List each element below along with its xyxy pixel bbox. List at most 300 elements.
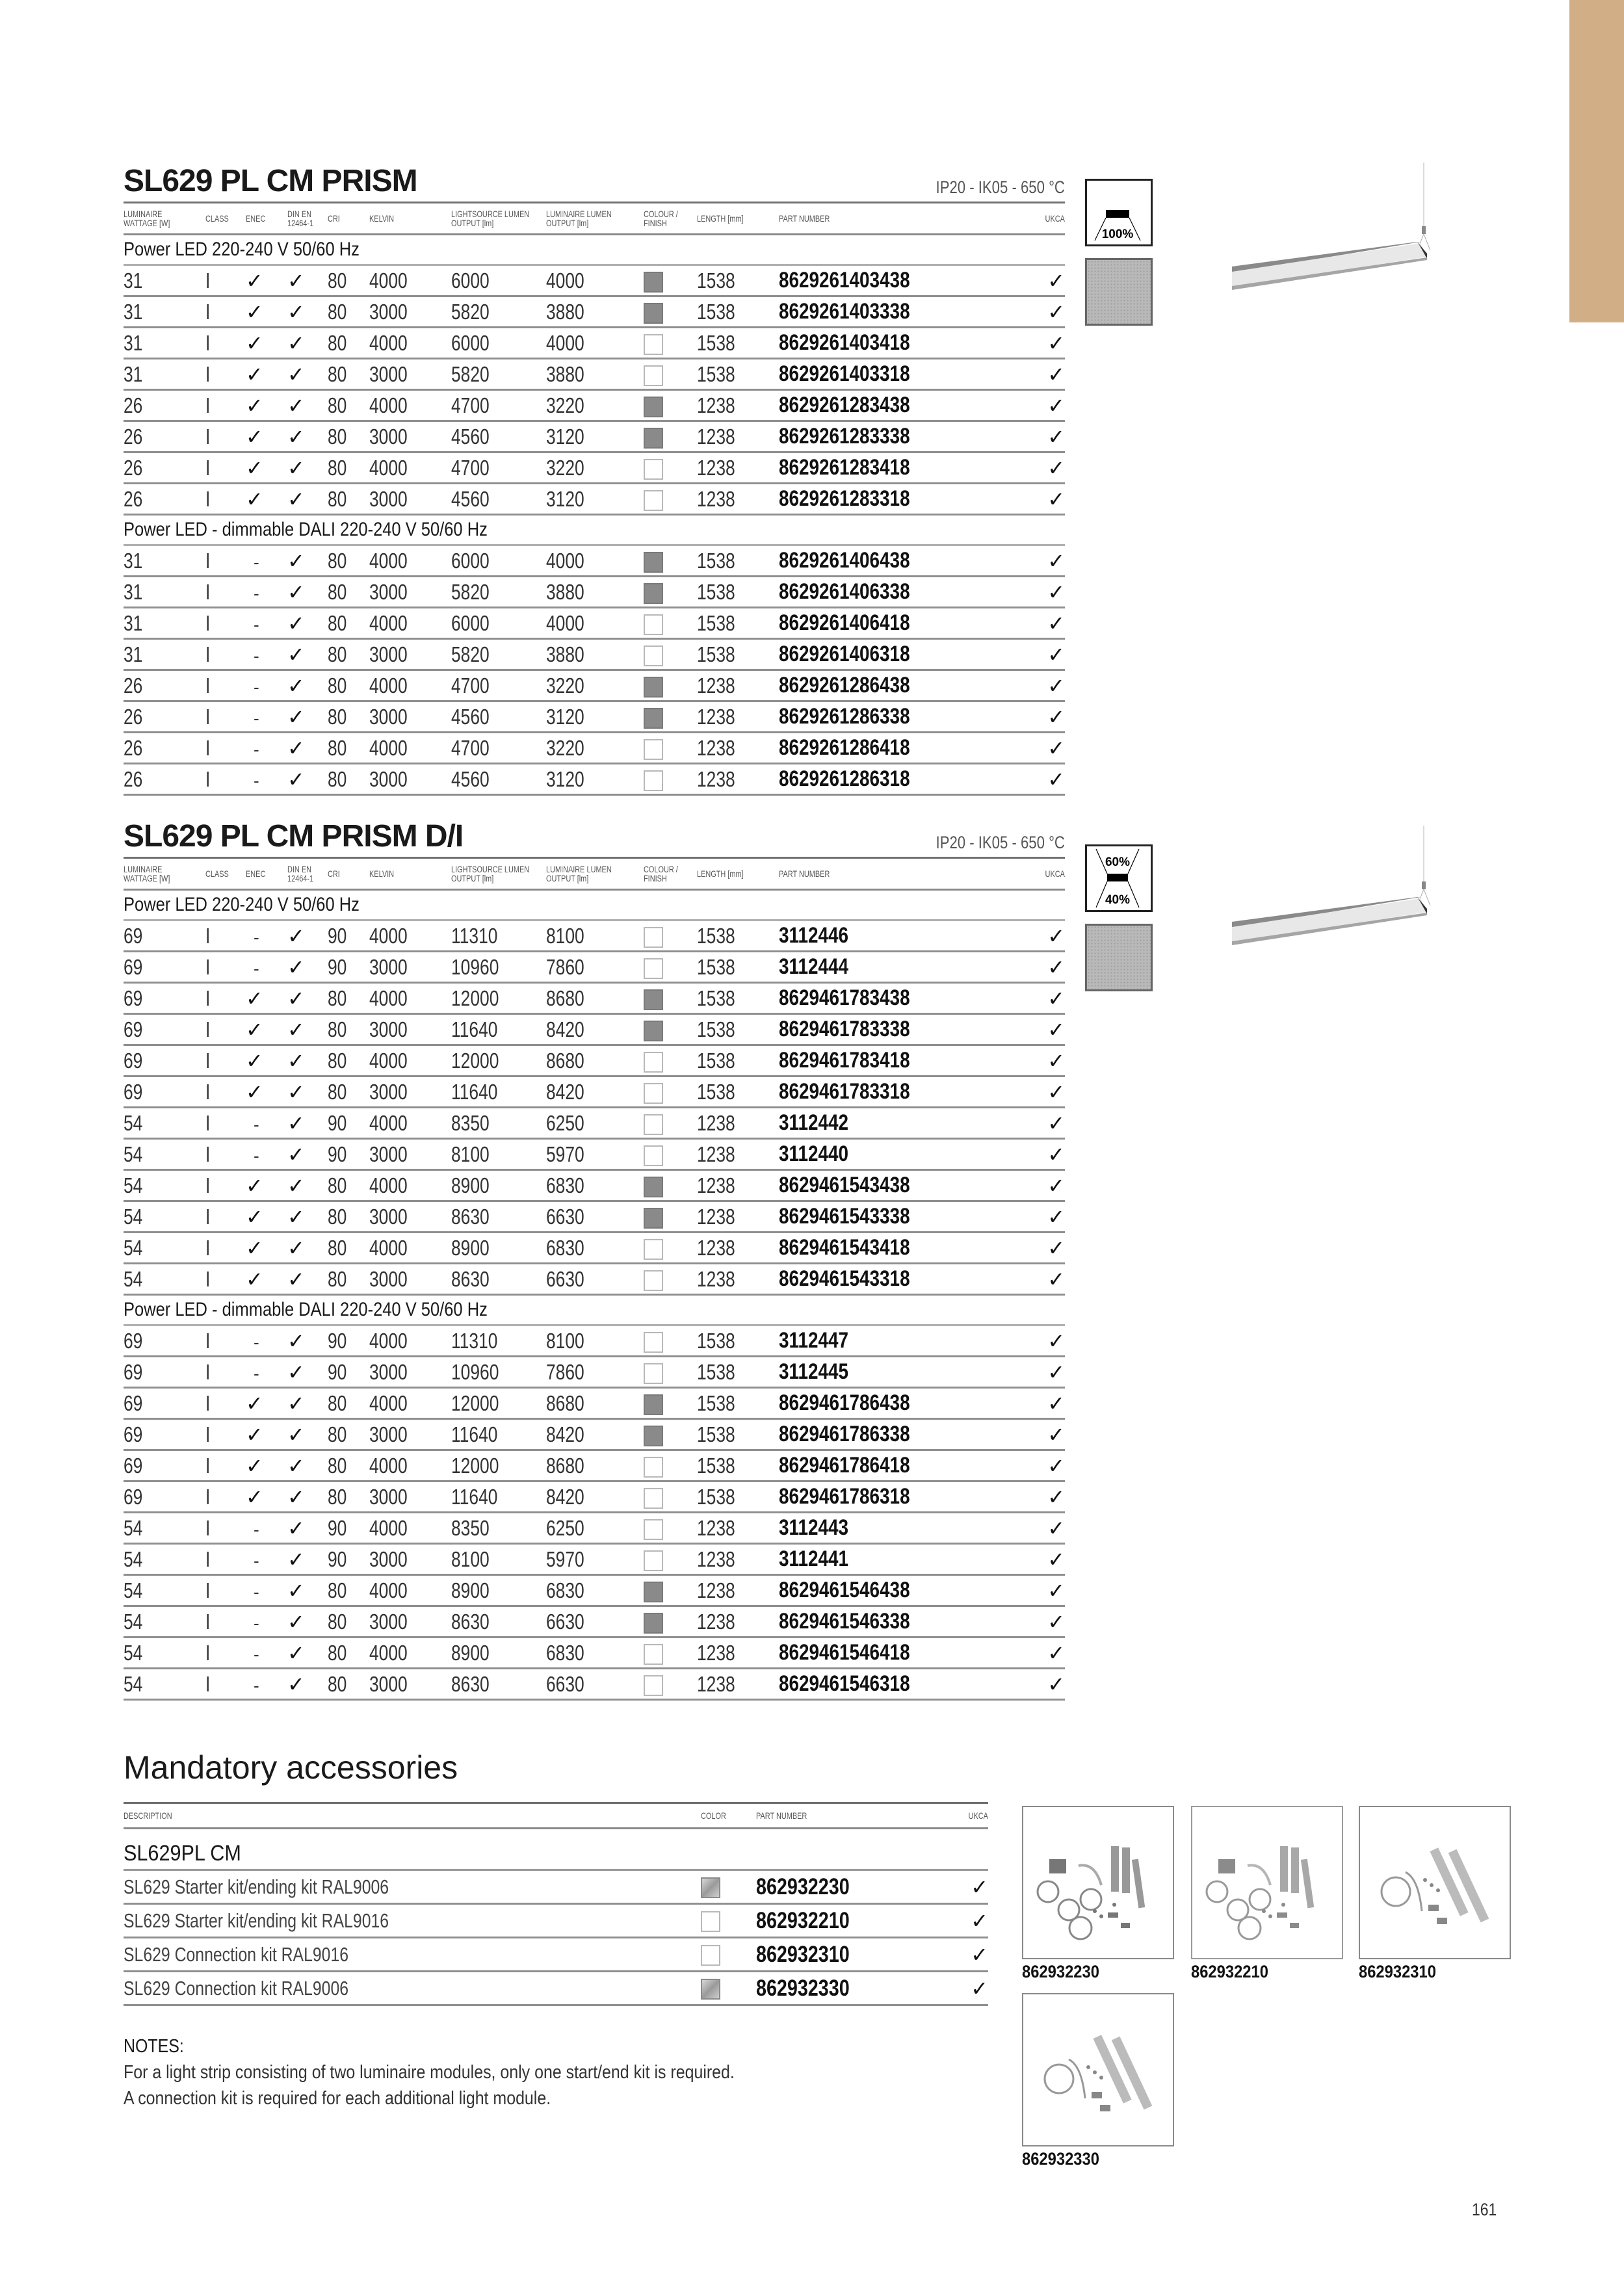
check-icon: ✓ bbox=[1047, 1516, 1065, 1540]
white-colour-swatch bbox=[644, 958, 663, 979]
accessory-color bbox=[701, 1904, 756, 1938]
white-colour-swatch bbox=[644, 1488, 663, 1509]
cell-colour bbox=[644, 1108, 697, 1139]
cell-enec bbox=[246, 733, 287, 764]
cell-cri: 90 bbox=[328, 1139, 369, 1170]
table-row bbox=[124, 983, 1065, 1014]
grey-colour-swatch bbox=[644, 708, 663, 729]
cell-luminaire-lumen: 8680 bbox=[546, 983, 644, 1014]
check-icon: ✓ bbox=[1047, 1547, 1065, 1571]
cell-ukca bbox=[974, 733, 1065, 764]
cell-cri: 80 bbox=[328, 1450, 369, 1481]
cell-enec bbox=[246, 545, 287, 577]
cell-cri: 80 bbox=[328, 670, 369, 701]
white-colour-swatch bbox=[644, 1052, 663, 1073]
cell-kelvin: 4000 bbox=[369, 1575, 451, 1606]
cell-kelvin: 4000 bbox=[369, 983, 451, 1014]
cell-ukca bbox=[974, 1637, 1065, 1669]
check-icon: ✓ bbox=[246, 424, 263, 449]
cell-kelvin: 3000 bbox=[369, 421, 451, 452]
cell-class: I bbox=[205, 1450, 246, 1481]
check-icon: ✓ bbox=[287, 300, 305, 324]
cell-part-number: 8629261406318 bbox=[779, 639, 974, 670]
spec-table bbox=[124, 202, 1065, 796]
cell-wattage: 69 bbox=[124, 1014, 205, 1045]
cell-part-number: 3112446 bbox=[779, 920, 974, 952]
cell-colour bbox=[644, 1325, 697, 1357]
cell-colour bbox=[644, 608, 697, 639]
cell-lightsource-lumen: 6000 bbox=[451, 608, 546, 639]
check-icon: ✓ bbox=[246, 362, 263, 386]
check-icon: ✓ bbox=[246, 393, 263, 417]
cell-part-number: 8629261283318 bbox=[779, 484, 974, 515]
white-colour-swatch bbox=[644, 1457, 663, 1478]
cell-lightsource-lumen: 5820 bbox=[451, 359, 546, 390]
cell-colour bbox=[644, 1201, 697, 1233]
grey-colour-swatch bbox=[644, 1177, 663, 1197]
check-icon: ✓ bbox=[1047, 955, 1065, 979]
cell-enec bbox=[246, 1233, 287, 1264]
cell-wattage: 54 bbox=[124, 1513, 205, 1544]
table-row bbox=[124, 1669, 1065, 1700]
cell-class: I bbox=[205, 639, 246, 670]
cell-luminaire-lumen: 8420 bbox=[546, 1014, 644, 1045]
cell-kelvin: 4000 bbox=[369, 1637, 451, 1669]
cell-length: 1238 bbox=[697, 1669, 779, 1700]
check-icon: ✓ bbox=[1047, 924, 1065, 948]
cell-lightsource-lumen: 8900 bbox=[451, 1170, 546, 1201]
white-colour-swatch bbox=[644, 1083, 663, 1104]
cell-kelvin: 3000 bbox=[369, 1201, 451, 1233]
table-row bbox=[124, 1014, 1065, 1045]
cell-wattage: 26 bbox=[124, 733, 205, 764]
dash-mark: - bbox=[254, 770, 259, 790]
cell-luminaire-lumen: 6830 bbox=[546, 1575, 644, 1606]
dash-mark: - bbox=[254, 1363, 259, 1383]
cell-enec bbox=[246, 1325, 287, 1357]
accessories-table bbox=[124, 1802, 988, 2006]
cell-cri: 80 bbox=[328, 1669, 369, 1700]
cell-length: 1538 bbox=[697, 1388, 779, 1419]
cell-class: I bbox=[205, 670, 246, 701]
col-class: CLASS bbox=[205, 858, 246, 890]
cell-luminaire-lumen: 4000 bbox=[546, 545, 644, 577]
table-row bbox=[124, 1388, 1065, 1419]
cell-class: I bbox=[205, 265, 246, 296]
white-colour-swatch bbox=[644, 1550, 663, 1571]
check-icon: ✓ bbox=[246, 986, 263, 1010]
cell-kelvin: 4000 bbox=[369, 1388, 451, 1419]
table-row bbox=[124, 1170, 1065, 1201]
cell-lightsource-lumen: 5820 bbox=[451, 577, 546, 608]
cell-lightsource-lumen: 12000 bbox=[451, 1045, 546, 1076]
cell-kelvin: 3000 bbox=[369, 1139, 451, 1170]
cell-colour bbox=[644, 1544, 697, 1575]
grey-colour-swatch bbox=[644, 1394, 663, 1415]
check-icon: ✓ bbox=[1047, 1111, 1065, 1135]
col-wattage: LUMINAIRE WATTAGE [W] bbox=[124, 203, 205, 235]
dash-mark: - bbox=[254, 614, 259, 634]
col-part-number: PART NUMBER bbox=[779, 203, 974, 235]
cell-lightsource-lumen: 4700 bbox=[451, 390, 546, 421]
check-icon: ✓ bbox=[287, 1173, 305, 1197]
col-ukca: UKCA bbox=[974, 858, 1065, 890]
cell-ukca bbox=[974, 1419, 1065, 1450]
cell-class: I bbox=[205, 390, 246, 421]
cell-enec bbox=[246, 1076, 287, 1108]
check-icon: ✓ bbox=[287, 1080, 305, 1104]
cell-ukca bbox=[974, 608, 1065, 639]
check-icon: ✓ bbox=[287, 1516, 305, 1540]
cell-wattage: 31 bbox=[124, 608, 205, 639]
dash-mark: - bbox=[254, 1644, 259, 1664]
cell-din-en bbox=[287, 1233, 328, 1264]
cell-class: I bbox=[205, 421, 246, 452]
cell-colour bbox=[644, 1076, 697, 1108]
cell-luminaire-lumen: 3120 bbox=[546, 701, 644, 733]
cell-ukca bbox=[974, 1606, 1065, 1637]
cell-lightsource-lumen: 4560 bbox=[451, 764, 546, 795]
cell-class: I bbox=[205, 484, 246, 515]
white-colour-swatch bbox=[644, 770, 663, 791]
dash-mark: - bbox=[254, 1114, 259, 1134]
check-icon: ✓ bbox=[246, 300, 263, 324]
cell-din-en bbox=[287, 1325, 328, 1357]
col-length: LENGTH [mm] bbox=[697, 858, 779, 890]
cell-part-number: 8629461543438 bbox=[779, 1170, 974, 1201]
cell-colour bbox=[644, 1575, 697, 1606]
cell-enec bbox=[246, 670, 287, 701]
cell-luminaire-lumen: 3120 bbox=[546, 421, 644, 452]
cell-part-number: 8629261286318 bbox=[779, 764, 974, 795]
cell-kelvin: 3000 bbox=[369, 701, 451, 733]
cell-class: I bbox=[205, 920, 246, 952]
cell-colour bbox=[644, 1388, 697, 1419]
cell-enec bbox=[246, 1450, 287, 1481]
metal-colour-swatch bbox=[701, 1877, 720, 1898]
dash-mark: - bbox=[254, 583, 259, 603]
check-icon: ✓ bbox=[1047, 1049, 1065, 1073]
cell-cri: 80 bbox=[328, 1637, 369, 1669]
check-icon: ✓ bbox=[287, 268, 305, 293]
cell-part-number: 3112441 bbox=[779, 1544, 974, 1575]
check-icon: ✓ bbox=[1047, 362, 1065, 386]
cell-colour bbox=[644, 296, 697, 328]
cell-part-number: 3112445 bbox=[779, 1357, 974, 1388]
check-icon: ✓ bbox=[1047, 393, 1065, 417]
cell-length: 1238 bbox=[697, 1606, 779, 1637]
cell-cri: 80 bbox=[328, 484, 369, 515]
cell-luminaire-lumen: 6250 bbox=[546, 1108, 644, 1139]
cell-part-number: 8629461543418 bbox=[779, 1233, 974, 1264]
cell-part-number: 8629261283338 bbox=[779, 421, 974, 452]
cell-colour bbox=[644, 1419, 697, 1450]
cell-lightsource-lumen: 11310 bbox=[451, 1325, 546, 1357]
cell-enec bbox=[246, 1388, 287, 1419]
cell-cri: 80 bbox=[328, 1419, 369, 1450]
product-section-prism-di bbox=[124, 818, 1065, 1701]
cell-class: I bbox=[205, 1045, 246, 1076]
col-color: COLOR bbox=[701, 1803, 756, 1829]
cell-din-en bbox=[287, 1076, 328, 1108]
cell-lightsource-lumen: 5820 bbox=[451, 639, 546, 670]
dash-mark: - bbox=[254, 1582, 259, 1602]
cell-luminaire-lumen: 6630 bbox=[546, 1264, 644, 1295]
cell-length: 1238 bbox=[697, 701, 779, 733]
cell-cri: 80 bbox=[328, 1264, 369, 1295]
cell-cri: 80 bbox=[328, 359, 369, 390]
group-label: Power LED 220-240 V 50/60 Hz bbox=[124, 235, 1065, 265]
cell-wattage: 69 bbox=[124, 1357, 205, 1388]
check-icon: ✓ bbox=[246, 1017, 263, 1041]
cell-part-number: 8629261286438 bbox=[779, 670, 974, 701]
cell-colour bbox=[644, 484, 697, 515]
cell-enec bbox=[246, 1014, 287, 1045]
cell-lightsource-lumen: 10960 bbox=[451, 1357, 546, 1388]
table-row bbox=[124, 1233, 1065, 1264]
cell-lightsource-lumen: 4560 bbox=[451, 484, 546, 515]
group-label: Power LED - dimmable DALI 220-240 V 50/60 Hz bbox=[124, 1295, 1065, 1325]
accessory-ukca bbox=[949, 1972, 988, 2005]
cell-colour bbox=[644, 1513, 697, 1544]
cell-wattage: 69 bbox=[124, 1045, 205, 1076]
cell-din-en bbox=[287, 484, 328, 515]
cell-din-en bbox=[287, 421, 328, 452]
cell-length: 1538 bbox=[697, 1325, 779, 1357]
cell-lightsource-lumen: 11310 bbox=[451, 920, 546, 952]
cell-luminaire-lumen: 3220 bbox=[546, 670, 644, 701]
cell-din-en bbox=[287, 639, 328, 670]
cell-length: 1538 bbox=[697, 359, 779, 390]
cell-class: I bbox=[205, 1014, 246, 1045]
col-class: CLASS bbox=[205, 203, 246, 235]
cell-kelvin: 4000 bbox=[369, 265, 451, 296]
table-row bbox=[124, 1325, 1065, 1357]
table-row bbox=[124, 1419, 1065, 1450]
cell-kelvin: 3000 bbox=[369, 1419, 451, 1450]
cell-din-en bbox=[287, 764, 328, 795]
white-colour-swatch bbox=[644, 1332, 663, 1353]
check-icon: ✓ bbox=[1047, 1360, 1065, 1384]
dash-mark: - bbox=[254, 739, 259, 759]
cell-ukca bbox=[974, 1544, 1065, 1575]
cell-din-en bbox=[287, 545, 328, 577]
cell-cri: 80 bbox=[328, 1481, 369, 1513]
cell-length: 1538 bbox=[697, 1419, 779, 1450]
check-icon: ✓ bbox=[246, 1080, 263, 1104]
check-icon: ✓ bbox=[287, 924, 305, 948]
cell-length: 1238 bbox=[697, 670, 779, 701]
cell-length: 1238 bbox=[697, 390, 779, 421]
accessory-ukca bbox=[949, 1904, 988, 1938]
cell-colour bbox=[644, 359, 697, 390]
cell-kelvin: 4000 bbox=[369, 545, 451, 577]
check-icon: ✓ bbox=[1047, 767, 1065, 791]
cell-cri: 90 bbox=[328, 952, 369, 983]
accessory-kit-image bbox=[1022, 1806, 1174, 1959]
check-icon: ✓ bbox=[1047, 642, 1065, 666]
cell-cri: 80 bbox=[328, 545, 369, 577]
group-header-row bbox=[124, 235, 1065, 265]
check-icon: ✓ bbox=[246, 268, 263, 293]
check-icon: ✓ bbox=[1047, 1485, 1065, 1509]
cell-class: I bbox=[205, 1233, 246, 1264]
cell-part-number: 8629261403338 bbox=[779, 296, 974, 328]
col-enec: ENEC bbox=[246, 858, 287, 890]
cell-kelvin: 4000 bbox=[369, 1450, 451, 1481]
grey-colour-swatch bbox=[644, 397, 663, 417]
page-number: 161 bbox=[1472, 2200, 1497, 2219]
cell-enec bbox=[246, 359, 287, 390]
note-line: A connection kit is required for each additional light module. bbox=[124, 2088, 551, 2109]
table-row bbox=[124, 764, 1065, 795]
grey-colour-swatch bbox=[644, 1426, 663, 1446]
cell-cri: 90 bbox=[328, 1544, 369, 1575]
cell-din-en bbox=[287, 1513, 328, 1544]
group-label: Power LED 220-240 V 50/60 Hz bbox=[124, 890, 1065, 920]
cell-class: I bbox=[205, 577, 246, 608]
cell-lightsource-lumen: 8900 bbox=[451, 1637, 546, 1669]
cell-lightsource-lumen: 8630 bbox=[451, 1264, 546, 1295]
cell-wattage: 26 bbox=[124, 764, 205, 795]
cell-lightsource-lumen: 12000 bbox=[451, 1388, 546, 1419]
cell-din-en bbox=[287, 1045, 328, 1076]
check-icon: ✓ bbox=[1047, 331, 1065, 355]
cell-colour bbox=[644, 421, 697, 452]
cell-part-number: 8629461783418 bbox=[779, 1045, 974, 1076]
check-icon: ✓ bbox=[1047, 1205, 1065, 1229]
cell-ukca bbox=[974, 452, 1065, 484]
cell-din-en bbox=[287, 1201, 328, 1233]
cell-ukca bbox=[974, 265, 1065, 296]
cell-din-en bbox=[287, 952, 328, 983]
cell-length: 1238 bbox=[697, 421, 779, 452]
svg-text:100%: 100% bbox=[1101, 228, 1134, 241]
cell-part-number: 8629261283438 bbox=[779, 390, 974, 421]
check-icon: ✓ bbox=[246, 1267, 263, 1291]
check-icon: ✓ bbox=[1047, 611, 1065, 635]
table-row bbox=[124, 545, 1065, 577]
cell-ukca bbox=[974, 1108, 1065, 1139]
dash-mark: - bbox=[254, 708, 259, 728]
cell-class: I bbox=[205, 1139, 246, 1170]
cell-enec bbox=[246, 577, 287, 608]
dash-mark: - bbox=[254, 958, 259, 978]
table-row bbox=[124, 1264, 1065, 1295]
cell-part-number: 8629461786438 bbox=[779, 1388, 974, 1419]
dash-mark: - bbox=[254, 677, 259, 697]
luminaire-product-image bbox=[1232, 826, 1453, 962]
cell-ukca bbox=[974, 359, 1065, 390]
cell-din-en bbox=[287, 701, 328, 733]
cell-cri: 90 bbox=[328, 1325, 369, 1357]
cell-din-en bbox=[287, 265, 328, 296]
cell-kelvin: 4000 bbox=[369, 452, 451, 484]
cell-cri: 80 bbox=[328, 265, 369, 296]
check-icon: ✓ bbox=[1047, 580, 1065, 604]
cell-enec bbox=[246, 1139, 287, 1170]
cell-luminaire-lumen: 8100 bbox=[546, 920, 644, 952]
cell-class: I bbox=[205, 1513, 246, 1544]
cell-class: I bbox=[205, 1264, 246, 1295]
cell-wattage: 69 bbox=[124, 1450, 205, 1481]
cell-class: I bbox=[205, 608, 246, 639]
cell-wattage: 54 bbox=[124, 1544, 205, 1575]
prism-diffuser-finish-swatch bbox=[1085, 258, 1153, 326]
cell-wattage: 54 bbox=[124, 1201, 205, 1233]
cell-din-en bbox=[287, 1139, 328, 1170]
check-icon: ✓ bbox=[1047, 705, 1065, 729]
cell-din-en bbox=[287, 452, 328, 484]
cell-ukca bbox=[974, 1045, 1065, 1076]
col-kelvin: KELVIN bbox=[369, 858, 451, 890]
cell-lightsource-lumen: 5820 bbox=[451, 296, 546, 328]
white-colour-swatch bbox=[644, 1114, 663, 1135]
notes bbox=[124, 2033, 834, 2111]
cell-ukca bbox=[974, 1325, 1065, 1357]
cell-ukca bbox=[974, 1014, 1065, 1045]
cell-ukca bbox=[974, 670, 1065, 701]
check-icon: ✓ bbox=[1047, 1391, 1065, 1415]
cell-luminaire-lumen: 8420 bbox=[546, 1481, 644, 1513]
cell-kelvin: 3000 bbox=[369, 1544, 451, 1575]
cell-din-en bbox=[287, 1388, 328, 1419]
cell-wattage: 31 bbox=[124, 545, 205, 577]
product-title: SL629 PL CM PRISM D/I bbox=[124, 819, 464, 854]
cell-length: 1238 bbox=[697, 1264, 779, 1295]
cell-colour bbox=[644, 545, 697, 577]
cell-lightsource-lumen: 11640 bbox=[451, 1076, 546, 1108]
cell-kelvin: 3000 bbox=[369, 1014, 451, 1045]
cell-kelvin: 3000 bbox=[369, 952, 451, 983]
cell-lightsource-lumen: 4700 bbox=[451, 733, 546, 764]
cell-enec bbox=[246, 1637, 287, 1669]
check-icon: ✓ bbox=[1047, 1578, 1065, 1602]
cell-length: 1538 bbox=[697, 608, 779, 639]
cell-luminaire-lumen: 6630 bbox=[546, 1669, 644, 1700]
col-din-en: DIN EN 12464-1 bbox=[287, 203, 328, 235]
grey-colour-swatch bbox=[644, 1021, 663, 1041]
cell-enec bbox=[246, 1481, 287, 1513]
dash-mark: - bbox=[254, 1332, 259, 1352]
cell-luminaire-lumen: 6830 bbox=[546, 1233, 644, 1264]
cell-class: I bbox=[205, 1637, 246, 1669]
cell-ukca bbox=[974, 1264, 1065, 1295]
cell-din-en bbox=[287, 1264, 328, 1295]
cell-luminaire-lumen: 6830 bbox=[546, 1637, 644, 1669]
cell-wattage: 69 bbox=[124, 1325, 205, 1357]
accessory-color bbox=[701, 1870, 756, 1904]
check-icon: ✓ bbox=[1047, 1454, 1065, 1478]
cell-wattage: 31 bbox=[124, 296, 205, 328]
cell-colour bbox=[644, 1264, 697, 1295]
cell-lightsource-lumen: 11640 bbox=[451, 1481, 546, 1513]
cell-class: I bbox=[205, 1419, 246, 1450]
check-icon: ✓ bbox=[1047, 986, 1065, 1010]
cell-cri: 80 bbox=[328, 639, 369, 670]
cell-luminaire-lumen: 3880 bbox=[546, 359, 644, 390]
check-icon: ✓ bbox=[287, 673, 305, 698]
cell-enec bbox=[246, 1606, 287, 1637]
cell-colour bbox=[644, 1014, 697, 1045]
cell-enec bbox=[246, 265, 287, 296]
check-icon: ✓ bbox=[1047, 1422, 1065, 1446]
group-header-row bbox=[124, 890, 1065, 920]
check-icon: ✓ bbox=[287, 1205, 305, 1229]
cell-luminaire-lumen: 6630 bbox=[546, 1201, 644, 1233]
cell-enec bbox=[246, 608, 287, 639]
cell-colour bbox=[644, 1606, 697, 1637]
